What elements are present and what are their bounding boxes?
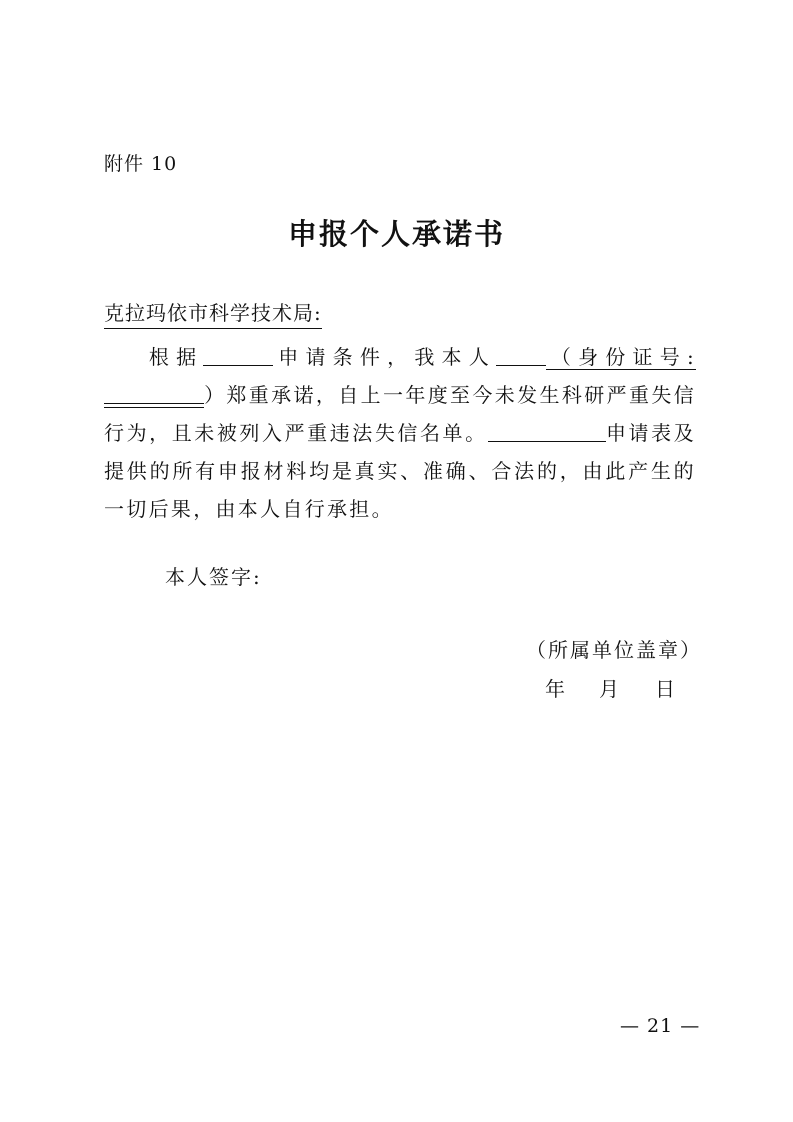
paragraph-text-5: 申请表及提供的所有申报材料均是真实、准确、合法的，由此产生的一切后果，由本人自行承担。 bbox=[104, 421, 697, 521]
signature-label: 本人签字: bbox=[165, 565, 262, 589]
project-name-blank[interactable] bbox=[203, 345, 273, 366]
paragraph-text-2: 申请条件，我本人 bbox=[273, 345, 496, 369]
unit-seal-label: （所属单位盖章） bbox=[526, 638, 702, 662]
date-line bbox=[545, 675, 675, 703]
application-form-blank[interactable] bbox=[488, 421, 606, 442]
addressee: 克拉玛依市科学技术局: bbox=[104, 299, 322, 329]
attachment-label: 附件 10 bbox=[104, 153, 178, 175]
document-title: 申报个人承诺书 bbox=[287, 217, 505, 251]
id-number-blank[interactable] bbox=[104, 383, 204, 404]
page-number: — 21 — bbox=[620, 1015, 701, 1037]
date-day-label: 日 bbox=[655, 677, 675, 701]
date-year-label: 年 bbox=[545, 677, 565, 701]
paragraph-text-3: （身份证号: bbox=[545, 345, 696, 369]
applicant-name-blank[interactable] bbox=[496, 345, 546, 366]
date-month-label: 月 bbox=[599, 677, 619, 701]
paragraph-text-1: 根据 bbox=[144, 345, 204, 369]
commitment-paragraph bbox=[104, 338, 696, 528]
paragraph-text-4: ）郑重承诺，自上一年度至今未发生科研严重失信行为，且未被列入严重违法失信名单。 bbox=[104, 383, 696, 445]
